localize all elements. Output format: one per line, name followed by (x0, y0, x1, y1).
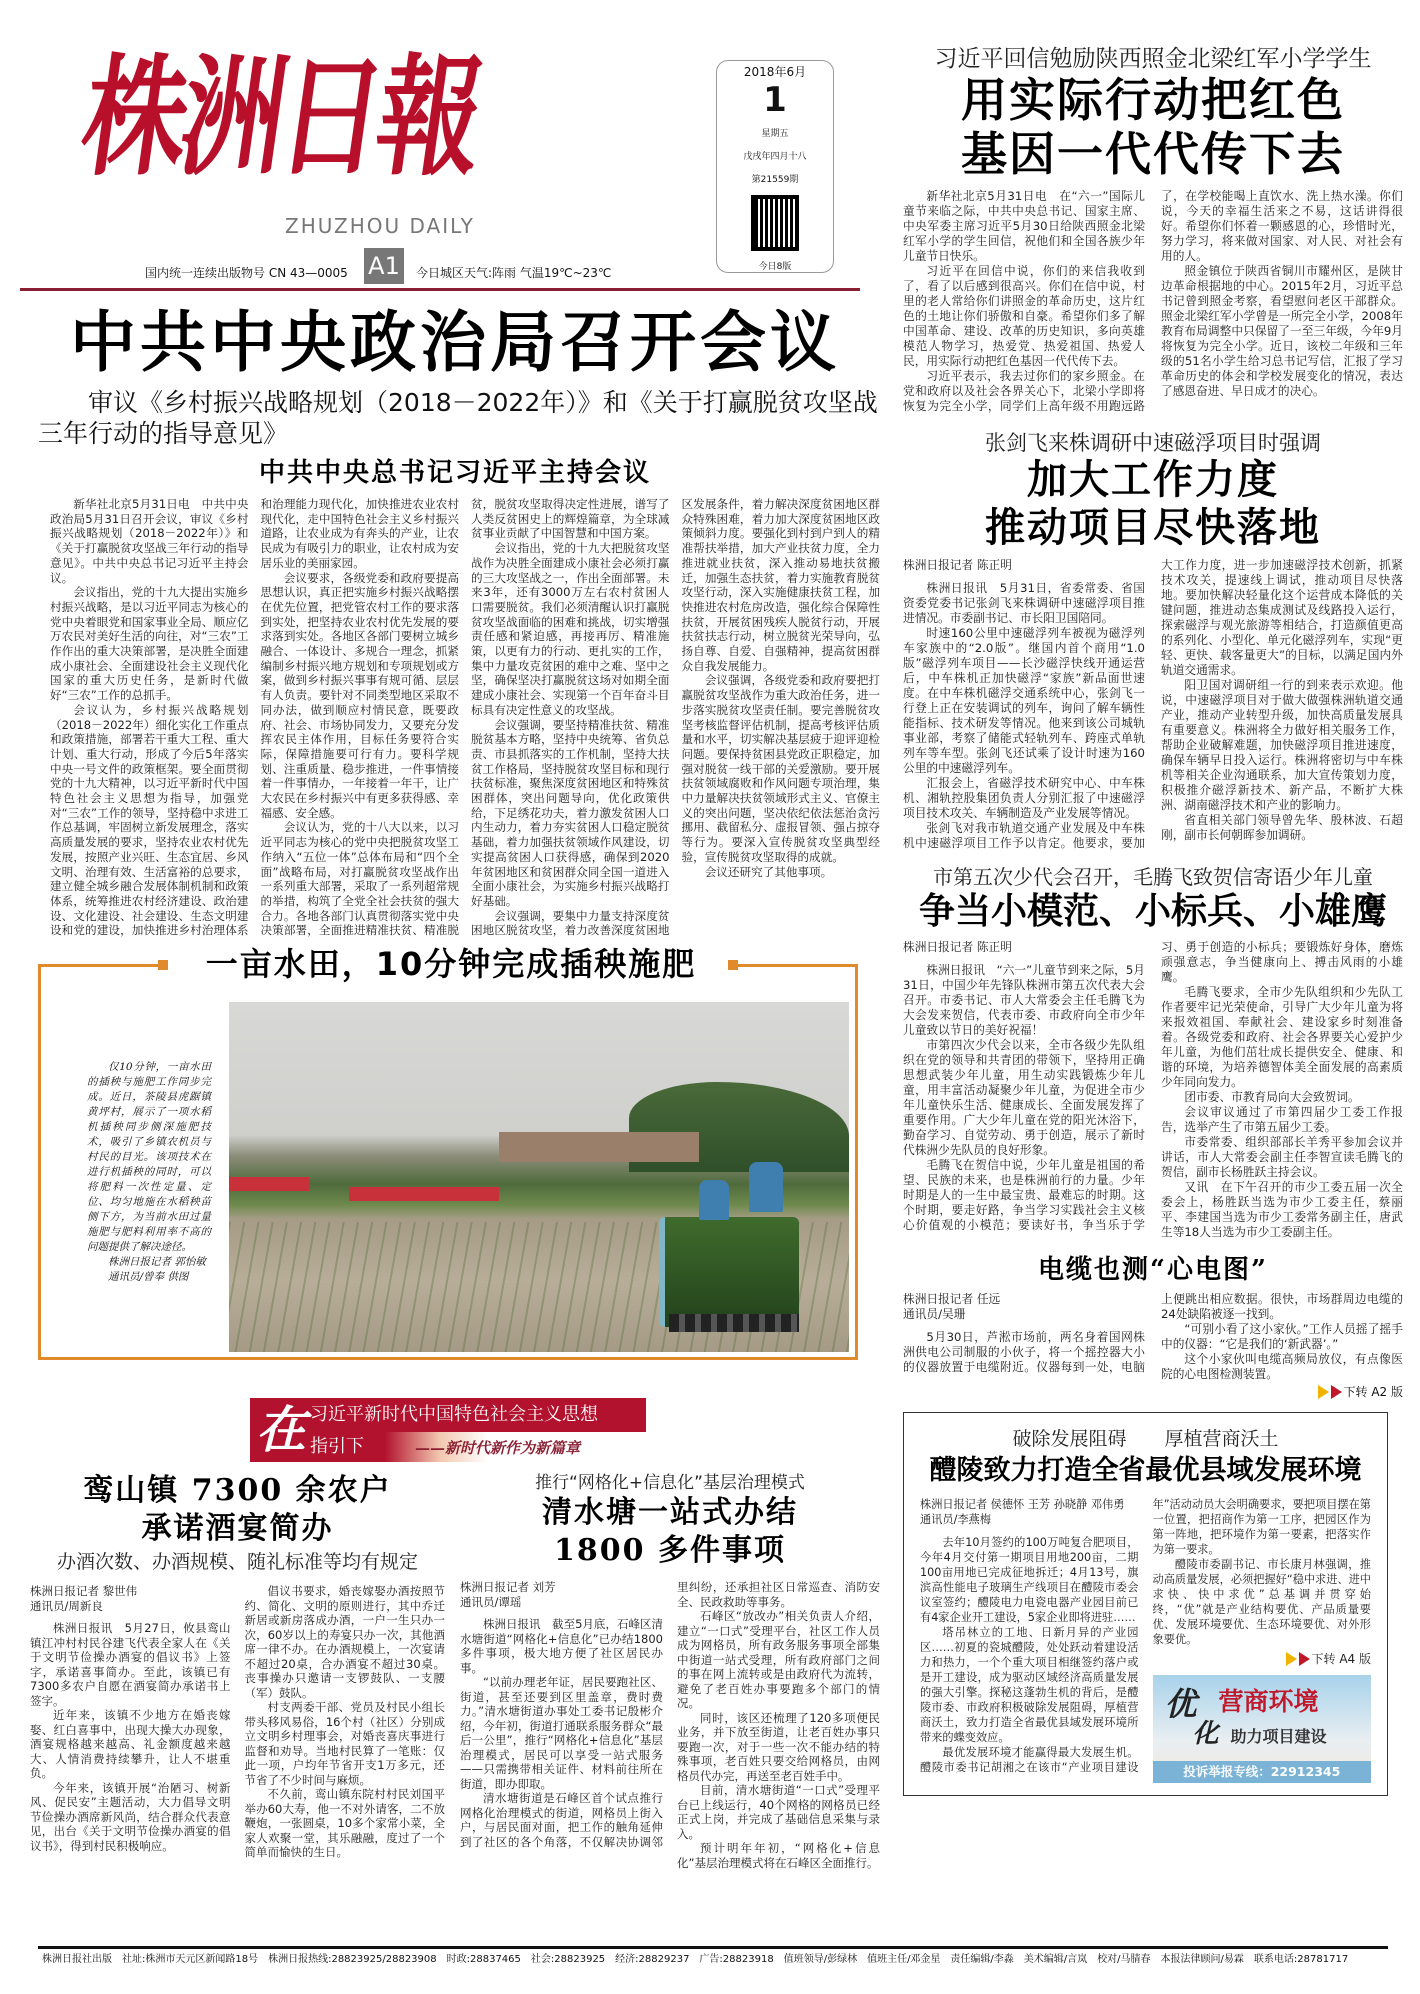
issn: 国内统一连续出版物号 CN 43—0005 (145, 266, 348, 280)
masthead-english: ZHUZHOU DAILY (285, 214, 475, 238)
footer-rule (38, 1946, 1388, 1949)
liling-body: 株洲日报记者 侯德怀 王芳 孙晓静 邓伟勇 通讯员/李燕梅 去年10月签约的100万吨复合肥项目，今年4月交付第一期项目用地200亩，二期100亩用地已完成征地拆迁；4月13号，旗滨高性能电子玻璃生产线项目在醴陵市委会议室签约；醴陵电力电瓷电器产业园目前已有4家企业开工建设，5家企业即将进驻…… 塔吊林立的工地、日新月异的产业园区……初夏的瓷城醴陵，处处跃动着建设活力和热力，一个个重大项目相继签约落户或是开工建设，成为驱动区域经济高质量发展的强大引擎。探秘这蓬勃生机的背后，是醴陵市委、市政府积极破除发展阻碍，厚植营商沃土，致力打造全省最优县域发展环境所带来的蝶变效应。 最优发展环境才能赢得最大发展生机。醴陵市委书记胡湘之在该市“产业项目建设年”活动动员大会明确要求，要把项目摆在第一位置，把招商作为第一工序，把园区作为第一阵地，把环境作为第一要素，把落实作为第一要求。 醴陵市委副书记、市长康月林强调，推动高质量发展，必须把握好“稳中求进、进中求快、快中求优”总基调并贯穿始终，“优”就是产业结构要优、产品质量要优、发展环境要优、生态环境要优、对外形象要优。 下转 A4 版 优 化 营商环境 助力项目建设 投诉举报专线：22912345 (920, 1497, 1371, 1783)
youth-body: 株洲日报记者 陈正明 株洲日报讯 “六一”儿童节到来之际，5月31日，中国少年先锋队株洲市第五次代表大会召开。市委书记、市人大常委会主任毛腾飞为大会发来贺信，代表市委、市政府向全市少年儿童致以节日的美好祝福！ 市第四次少代会以来，全市各级少先队组织在党的领导和共青团的带领下，坚持用正确思想武装少年儿童，用生动实践锻炼少年儿童，用丰富活动凝聚少年儿童，为促进全市少年儿童快乐生活、健康成长、全面发展发挥了重要作用。广大少年儿童在党的阳光沐浴下，勤奋学习、自觉劳动、勇于创造，展示了新时代株洲少先队员的良好形象。 毛腾飞在贺信中说，少年儿童是祖国的希望、民族的未来，也是株洲前行的力量。少年时期是人的一生中最宝贵、最难忘的时期。这个时期，要走好路，争当学习实践社会主义核心价值观的小模范；要读好书，争当乐于学习、勇于创造的小标兵；要锻炼好身体，磨炼顽强意志，争当健康向上、搏击风雨的小雄鹰。 毛腾飞要求，全市少先队组织和少先队工作者要牢记光荣使命，引导广大少年儿童为将来报效祖国、奉献社会、建设家乡时刻准备着。各级党委和政府、社会各界要关心爱护少年儿童，为他们茁壮成长提供安全、健康、和谐的环境，为培养德智体美全面发展的高素质少年同向发力。 团市委、市教育局向大会致贺词。 会议审议通过了市第四届少工委工作报告，选举产生了市第五届少工委。 市委常委、组织部部长羊秀平参加会议并讲话，市人大常委会副主任李智宣读毛腾飞的贺信，副市长杨胜跃主持会议。 又讯 在下午召开的市少工委五届一次全委会上，杨胜跃当选为市少工委主任，蔡丽平、李建国当选为市少工委常务副主任，唐武生等18人当选为市少工委副主任。 (903, 940, 1403, 1239)
right-column (903, 45, 1403, 1796)
grid-body: 株洲日报记者 刘芳 通讯员/谭瑶 株洲日报讯 截至5月底，石峰区清水塘街道“网格化+信息化”已办结1800多件事项，极大地方便了社区居民办事。 “以前办理老年证，居民要跑社区、街道，甚至还要到区里盖章，费时费力。”清水塘街道办事处工委书记殷彬介绍，今年初，街道打通联系服务群众“最后一公里”，推行“网格化+信息化”基层治理模式，居民可以享受一站式服务——只需携带相关证件、材料前往所在街道，即办即取。 清水塘街道是石峰区首个试点推行网格化治理模式的街道，网格员上街入户，与居民面对面，把工作的触角延伸到了社区的各个角落，不仅解决协调邻里纠纷，还承担社区日常巡查、消防安全、民政救助等事务。 石峰区“放改办”相关负责人介绍，建立“一口式”受理平台，社区工作人员成为网格员，所有政务服务事项全部集中街道一站式受理，所有政府部门之间的事在网上流转或是由政府代为流转，避免了老百姓办事要跑多个部门的情况。 同时，该区还梳理了120多项便民业务，并下放至街道，让老百姓办事只要跑一次，对于一些一次不能办结的特殊事项，老百姓只要交给网格员，由网格员代办完，再送至老百姓手中。 目前，清水塘街道“一口式”受理平台已上线运行，40个网格的网格员已经正式上岗，并完成了基础信息采集与录入。 预计明年年初，“网格化+信息化”基层治理模式将在石峰区全面推行。 (460, 1580, 880, 1870)
liling-box: 破除发展阻碍 厚植营商沃土 醴陵致力打造全省最优县域发展环境 株洲日报记者 侯德怀 王芳 孙晓静 邓伟勇 通讯员/李燕梅 去年10月签约的100万吨复合肥项目，今年4月交付第一期项目用地200亩，二期100亩用地已完成征地拆迁；4月13号，旗滨高性能电子玻璃生产线项目在醴陵市委会议室签约；醴陵电力电瓷电器产业园目前已有4家企业开工建设，5家企业即将进驻…… 塔吊林立的工地、日新月异的产业园区……初夏的瓷城醴陵，处处跃动着建设活力和热力，一个个重大项目相继签约落户或是开工建设，成为驱动区域经济高质量发展的强大引擎。探秘这蓬勃生机的背后，是醴陵市委、市政府积极破除发展阻碍，厚植营商沃土，致力打造全省最优县域发展环境所带来的蝶变效应。 最优发展环境才能赢得最大发展生机。醴陵市委书记胡湘之在该市“产业项目建设年”活动动员大会明确要求，要把项目摆在第一位置，把招商作为第一工序，把园区作为第一阵地，把环境作为第一要素，把落实作为第一要求。 醴陵市委副书记、市长康月林强调，推动高质量发展，必须把握好“稳中求进、进中求快、快中求优”总基调并贯穿始终，“优”就是产业结构要优、产品质量要优、发展环境要优、生态环境要优、对外形象要优。 下转 A4 版 优 化 营商环境 助力项目建设 投诉举报专线：22912345 (903, 1412, 1388, 1796)
banquet-subtitle: 办酒次数、办酒规模、随礼标准等均有规定 (56, 1551, 418, 1574)
arrow-icon (1331, 1385, 1342, 1399)
lead-headline: 中共中央政治局召开会议 (70, 304, 840, 381)
footer-info: 株洲日报社出版 社址:株洲市天元区新闻路18号 株洲日报热线:28823925/28823908 时政:28837465 社会:28823925 经济:28829237 广告:28823918 值班领导/彭绿林 值班主任/邓金星 责任编辑/李淼 美术编辑/言岚 校对/马腈春 本报法律顾问/易霖 联系电话:28781717 (42, 1954, 1349, 1965)
photo-story-headline: 一亩水田，10分钟完成插秧施肥 (181, 944, 721, 984)
lead-subtitle: 审议《乡村振兴战略规划（2018－2022年）》和《关于打赢脱贫攻坚战三年行动的指导意见》 (38, 388, 878, 448)
xi-letter-headline: 用实际行动把红色 基因一代代传下去 (961, 73, 1345, 181)
grid-kicker: 推行“网格化+信息化”基层治理模式 (535, 1473, 805, 1494)
maglev-headline: 加大工作力度 推动项目尽快落地 (985, 457, 1321, 551)
liling-continued-link[interactable]: 下转 A4 版 (1153, 1651, 1372, 1667)
banquet-story (30, 1472, 445, 1870)
masthead-logo: 株洲日報 (73, 40, 488, 194)
youth-headline: 争当小模范、小标兵、小雄鹰 (918, 891, 1387, 932)
xi-letter-kicker: 习近平回信勉励陕西照金北梁红军小学学生 (934, 46, 1372, 72)
photo-story-box (38, 945, 858, 1360)
page-badge: A1 (364, 248, 404, 284)
banquet-body: 株洲日报记者 黎世伟 通讯员/周新良 株洲日报讯 5月27日，攸县鸾山镇江冲村村民谷建飞代表全家人在《关于文明节俭操办酒宴的倡议书》上签字，承诺喜事简办。至此，该镇已有7300多农户自愿在酒宴简办承诺书上签字。 近年来，该镇不少地方在婚丧嫁娶、红白喜事中，出现大操大办现象，酒宴规格越来越高、礼金额度越来越大、人情消费持续攀升，让人不堪重负。 今年来，该镇开展“治陋习、树新风、促民安”主题活动，大力倡导文明节俭操办酒席新风尚，结合群众代表意见，出台《关于文明节俭操办酒宴的倡议书》，得到村民积极响应。 倡议书要求，婚丧嫁娶办酒按照节约、简化、文明的原则进行，其中乔迁新居或新房落成办酒，一户一生只办一次，60岁以上的寿宴只办一次，其他酒席一律不办。在办酒规模上，一次宴请不超过20桌，合办酒宴不超过30桌。丧事操办只邀请一支锣鼓队、一支腰（军）鼓队。 村支两委干部、党员及村民小组长带头移风易俗，16个村（社区）分别成立文明乡村理事会，对婚丧喜庆事进行监督和劝导。当地村民算了一笔账：仅此一项，户均年节省开支1万多元，还节省了不少时间与麻烦。 不久前，鸾山镇东院村村民刘国平举办60大寿，他一不对外请客，二不放鞭炮，一张圆桌，10多个家常小菜，全家人欢聚一堂，其乐融融，度过了一个简单而愉快的生日。 (30, 1584, 445, 1860)
business-environment-ad: 优 化 营商环境 助力项目建设 投诉举报专线：22912345 (1153, 1675, 1372, 1783)
arrow-icon (1318, 1385, 1329, 1399)
transplanter-machine (659, 1217, 799, 1327)
cable-body: 株洲日报记者 任远 通讯员/吴珊 5月30日，芦淞市场前，两名身着国网株洲供电公司制服的小伙子，将一个摇控器大小的仪器放置于电缆附近。仪器每到一处，电脑上便跳出相应数据。很快，市场群周边电缆的24处缺陷被逐一找到。 “可别小看了这小家伙。”工作人员摇了摇手中的仪器：“它是我们的‘新武器’。” 这个小家伙叫电缆高频局放仪，有点像医院的心电图检测装置。 (903, 1292, 1403, 1381)
bottom-stories (30, 1472, 880, 1870)
banquet-headline: 鸾山镇 7300 余农户 承诺酒宴简办 (83, 1473, 392, 1547)
youth-kicker: 市第五次少代会召开，毛腾飞致贺信寄语少年儿童 (933, 865, 1373, 889)
lead-article-body: 新华社北京5月31日电 中共中央政治局5月31日召开会议，审议《乡村振兴战略规划（2018－2022年）》和《关于打赢脱贫攻坚战三年行动的指导意见》。中共中央总书记习近平主持会议。 会议指出，党的十九大提出实施乡村振兴战略，是以习近平同志为核心的党中央着眼党和国家事业全局、顺应亿万农民对美好生活的向往，对“三农”工作作出的重大决策部署，是决胜全面建成小康社会、全面建设社会主义现代化国家的重大历史任务，是新时代做好“三农”工作的总抓手。 会议认为，乡村振兴战略规划（2018－2022年）细化实化工作重点和政策措施，部署若干重大工程、重大计划、重大行动，形成了今后5年落实中央一号文件的政策框架。要全面贯彻党的十九大精神，以习近平新时代中国特色社会主义思想为指导，加强党对“三农”工作的领导，坚持稳中求进工作总基调，牢固树立新发展理念，落实高质量发展的要求，坚持农业农村优先发展，按照产业兴旺、生态宜居、乡风文明、治理有效、生活富裕的总要求，建立健全城乡融合发展体制机制和政策体系，统筹推进农村经济建设、政治建设、文化建设、社会建设、生态文明建设和党的建设，加快推进乡村治理体系和治理能力现代化，加快推进农业农村现代化，走中国特色社会主义乡村振兴道路，让农业成为有奔头的产业，让农民成为有吸引力的职业，让农村成为安居乐业的美丽家园。 会议要求，各级党委和政府要提高思想认识，真正把实施乡村振兴战略摆在优先位置，把党管农村工作的要求落到实处，把坚持农业农村优先发展的要求落到实处。各地区各部门要树立城乡融合、一体设计、多规合一理念，抓紧编制乡村振兴地方规划和专项规划或方案，做到乡村振兴事事有规可循、层层有人负责。要针对不同类型地区采取不同办法，做到顺应村情民意，既要政府、社会、市场协同发力，又要充分发挥农民主体作用，目标任务要符合实际，保障措施要可行有力。要科学规划、注重质量、稳步推进，一件事情接着一件事情办，一年接着一年干，让广大农民在乡村振兴中有更多获得感、幸福感、安全感。 会议认为，党的十八大以来，以习近平同志为核心的党中央把脱贫攻坚工作纳入“五位一体”总体布局和“四个全面”战略布局，对打赢脱贫攻坚战作出一系列重大部署，采取了一系列超常规的举措，构筑了全党全社会扶贫的强大合力。各地各部门认真贯彻落实党中央决策部署，全面推进精准扶贫、精准脱贫，脱贫攻坚取得决定性进展，谱写了人类反贫困史上的辉煌篇章，为全球减贫事业贡献了中国智慧和中国方案。 会议指出，党的十九大把脱贫攻坚战作为决胜全面建成小康社会必须打赢的三大攻坚战之一，作出全面部署。未来3年，还有3000万左右农村贫困人口需要脱贫。我们必须清醒认识打赢脱贫攻坚战面临的困难和挑战，切实增强责任感和紧迫感，再接再厉、精准施策，以更有力的行动、更扎实的工作，集中力量攻克贫困的难中之难、坚中之坚，确保坚决打赢脱贫这场对如期全面建成小康社会、实现第一个百年奋斗目标具有决定性意义的攻坚战。 会议强调，要坚持精准扶贫、精准脱贫基本方略，坚持中央统筹、省负总责、市县抓落实的工作机制，坚持大扶贫工作格局，坚持脱贫攻坚目标和现行扶贫标准，聚焦深度贫困地区和特殊贫困群体，突出问题导向，优化政策供给，下足绣花功夫，着力激发贫困人口内生动力，着力夯实贫困人口稳定脱贫基础，着力加强扶贫领域作风建设，切实提高贫困人口获得感，确保到2020年贫困地区和贫困群众同全国一道进入全面小康社会，为实施乡村振兴战略打好基础。 会议强调，要集中力量支持深度贫困地区脱贫攻坚，着力改善深度贫困地区发展条件，着力解决深度贫困地区群众特殊困难，着力加大深度贫困地区政策倾斜力度。要强化到村到户到人的精准帮扶举措，加大产业扶贫力度，全力推进就业扶贫，深入推动易地扶贫搬迁，加强生态扶贫，着力实施教育脱贫攻坚行动，深入实施健康扶贫工程，加快推进农村危房改造，强化综合保障性扶贫，开展贫困残疾人脱贫行动，开展扶贫扶志行动，树立脱贫光荣导向，弘扬自尊、自爱、自强精神，提高贫困群众自我发展能力。 会议强调，各级党委和政府要把打赢脱贫攻坚战作为重大政治任务，进一步落实脱贫攻坚责任制。要完善脱贫攻坚考核监督评估机制，提高考核评估质量和水平，切实解决基层疲于迎评迎检问题。要保持贫困县党政正职稳定，加强对脱贫一线干部的关爱激励。要开展扶贫领域腐败和作风问题专项治理，集中力量解决扶贫领域形式主义、官僚主义的突出问题，坚决依纪依法惩治贪污挪用、截留私分、虚报冒领、强占掠夺等行为。要深入宣传脱贫攻坚典型经验，宣传脱贫攻坚取得的成就。 会议还研究了其他事项。 (50, 497, 880, 938)
arrow-icon (1299, 1652, 1310, 1666)
grid-story (460, 1472, 880, 1870)
cable-continued-link[interactable]: 下转 A2 版 (903, 1384, 1403, 1400)
theme-banner: 在 习近平新时代中国特色社会主义思想 指引下 ——新时代新作为新篇章 (250, 1398, 646, 1462)
qr-code-icon (751, 195, 799, 251)
date-box: 2018年6月 1 星期五 戊戌年四月十八 第21559期 今日8版 (716, 60, 834, 273)
xi-letter-body: 新华社北京5月31日电 在“六一”国际儿童节来临之际，中共中央总书记、国家主席、中央军委主席习近平5月30日给陕西照金北梁红军小学的学生回信，祝他们和全国各族少年儿童节日快乐。 习近平在回信中说，你们的来信我收到了，看了以后感到很高兴。你们在信中说，村里的老人常给你们讲照金的革命历史，这片红色的土地让你们骄傲和自豪。希望你们多了解中国革命、建设、改革的历史知识，多向英雄模范人物学习，热爱党、热爱祖国、热爱人民，用实际行动把红色基因一代代传下去。 习近平表示，我去过你们的家乡照金。在党和政府以及社会各界关心下，北梁小学即将恢复为完全小学，同学们上高年级不用跑远路了，在学校能喝上直饮水、洗上热水澡。你们说，今天的幸福生活来之不易，这话讲得很好。希望你们怀着一颗感恩的心，珍惜时光，努力学习，将来做对国家、对人民、对社会有用的人。 照金镇位于陕西省铜川市耀州区，是陕甘边革命根据地的中心。2015年2月，习近平总书记曾到照金考察，看望慰问老区干部群众。照金北梁红军小学曾是一所完全小学，2008年教育布局调整中只保留了一至三年级，今年9月将恢复为完全小学。近日，该校二年级和三年级的51名小学生给习总书记写信，汇报了学习革命历史的体会和学校发展变化的情况，表达了感恩奋进、早日成才的决心。 (903, 189, 1403, 413)
arrow-icon (1286, 1652, 1297, 1666)
maglev-body: 株洲日报记者 陈正明 株洲日报讯 5月31日，省委常委、省国资委党委书记张剑飞来株调研中速磁浮项目推进情况。市委副书记、市长阳卫国陪同。 时速160公里中速磁浮列车被视为磁浮列车家族中的“2.0版”。继国内首个商用“1.0版”磁浮列车项目——长沙磁浮快线开通运营后，中车株机正加快磁浮“家族”新品面世速度。在中车株机磁浮交通系统中心，张剑飞一行登上正在安装调试的列车，询问了解车辆性能指标、技术研发等情况。他来到该公司城轨事业部，考察了储能式轻轨列车、跨座式单轨列车等车型。张剑飞还试乘了设计时速为160公里的中速磁浮列车。 汇报会上，省磁浮技术研究中心、中车株机、湘轨控股集团负责人分别汇报了中速磁浮项目技术攻关、车辆制造及产业发展等情况。 张剑飞对我市轨道交通产业发展及中车株机中速磁浮项目工作予以肯定。他要求，要加大工作力度，进一步加速磁浮技术创新，抓紧技术攻关，提速线上调试，推动项目尽快落地。要加快解决轻量化这个运营成本降低的关键问题，推进动态集成测试及线路投入运行，探索磁浮与观光旅游等相结合，打造颜值更高的系列化、小型化、单元化磁浮列车，实现“更轻、更快、载客量更大”的目标，以满足国内外轨道交通需求。 阳卫国对调研组一行的到来表示欢迎。他说，中速磁浮项目对于做大做强株洲轨道交通产业，推动产业转型升级，加快高质量发展具有重要意义。株洲将全力做好相关服务工作，帮助企业破解难题，加快磁浮项目推进速度，确保车辆早日投入运行。株洲将密切与中车株机等相关企业沟通联系，加大宣传策划力度，积极推介磁浮新技术、新产品，不断扩大株洲、湖南磁浮技术和产业的影响力。 省直相关部门领导曾先华、殷林波、石超刚，副市长何朝晖参加调研。 (903, 558, 1403, 850)
photo-caption: 仅10分钟，一亩水田的插秧与施肥工作同步完成。近日，茶陵县虎踞镇黄坪村，展示了一项水稻机插秧同步侧深施肥技术，吸引了乡镇农机员与村民的目光。该项技术在进行机插秧的同时，可以将肥料一次性定量、定位、均匀地施在水稻秧苗侧下方，为当前水田过量施肥与肥料利用率不高的问题提供了解决途径。 株洲日报记者 郭怡敏 通讯员/曾奉 供图 (87, 1061, 211, 1284)
weather: 今日城区天气:阵雨 气温19℃~23℃ (416, 266, 612, 280)
masthead-rule (20, 288, 860, 291)
cable-headline: 电缆也测“心电图” (1038, 1255, 1268, 1285)
lead-subhead: 中共中央总书记习近平主持会议 (258, 458, 651, 488)
grid-headline: 清水塘一站式办结 1800 多件事项 (542, 1495, 798, 1569)
maglev-kicker: 张剑飞来株调研中速磁浮项目时强调 (985, 431, 1321, 455)
left-column (30, 305, 880, 1870)
rice-transplanting-photo (229, 1002, 849, 1352)
